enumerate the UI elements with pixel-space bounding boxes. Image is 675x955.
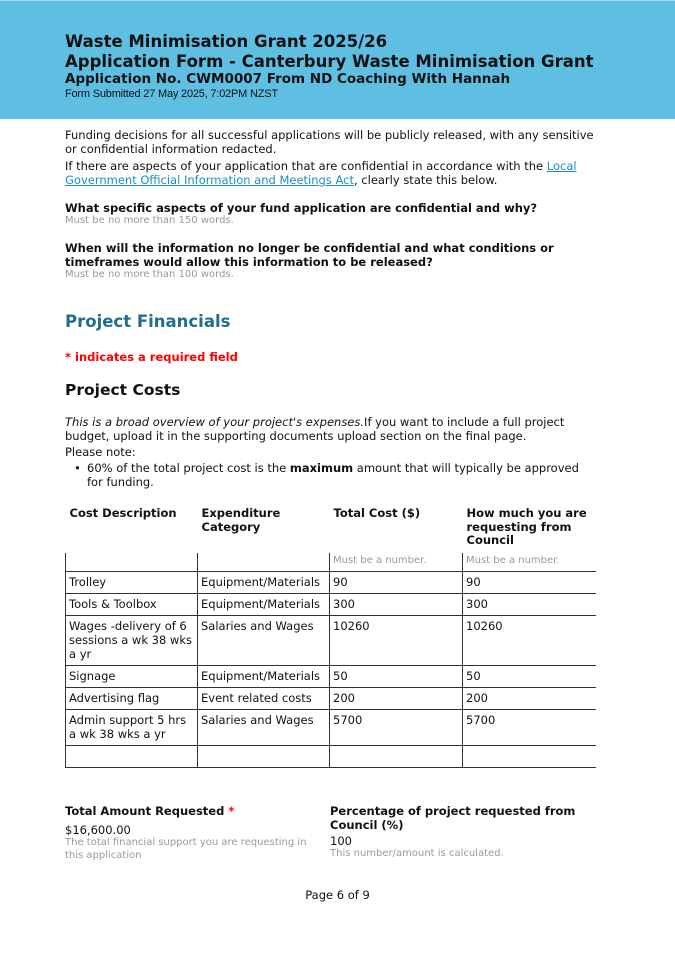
cell-total-cost: 10260: [330, 615, 463, 665]
cell-category: Salaries and Wages: [198, 615, 330, 665]
col-cost-description: Cost Description: [69, 506, 177, 520]
percentage-field: [330, 804, 595, 861]
total-cost-hint: Must be a number.: [330, 553, 463, 572]
cell-total-cost: 300: [330, 593, 463, 615]
cell-description: [66, 745, 198, 767]
confidential-suffix: , clearly state this below.: [353, 173, 498, 187]
table-row: [66, 709, 596, 745]
cell-total-cost: 200: [330, 687, 463, 709]
table-row: [66, 593, 596, 615]
cell-description: Wages -delivery of 6 sessions a wk 38 wks a yr: [66, 615, 198, 665]
percentage-hint: This number/amount is calculated.: [330, 848, 504, 859]
requested-amount-hint: Must be a number.: [463, 553, 596, 572]
required-star-icon: *: [228, 804, 235, 818]
cell-description: Tools & Toolbox: [66, 593, 198, 615]
cell-requested: 50: [463, 665, 596, 687]
note-suffix: amount that will typically be approved for funding.: [87, 461, 579, 489]
application-number: Application No. CWM0007 From ND Coaching With Hannah: [65, 71, 511, 87]
cell-category: Equipment/Materials: [198, 571, 330, 593]
percentage-value: 100: [330, 834, 352, 848]
cell-total-cost: 5700: [330, 709, 463, 745]
cell-category: Equipment/Materials: [198, 665, 330, 687]
total-amount-value: $16,600.00: [65, 823, 131, 837]
submitted-timestamp: Form Submitted 27 May 2025, 7:02PM NZST: [65, 88, 278, 100]
question-confidential-aspects-hint: Must be no more than 150 words.: [65, 215, 234, 226]
hint-cell: [198, 553, 330, 572]
cell-category: Salaries and Wages: [198, 709, 330, 745]
question-release-conditions: When will the information no longer be confidential and what conditions or timeframes would allow this information to be released?: [65, 241, 554, 269]
note-list: [65, 461, 595, 489]
note-bold: maximum: [289, 461, 354, 475]
form-name: Application Form - Canterbury Waste Minimisation Grant: [65, 52, 594, 71]
question-release-conditions-hint: Must be no more than 100 words.: [65, 269, 234, 280]
required-field-note: * indicates a required field: [65, 350, 238, 364]
please-note: Please note:: [65, 445, 136, 459]
col-requested-amount: How much you are requesting from Council: [466, 506, 587, 547]
total-amount-field: [65, 804, 320, 862]
lgoima-link[interactable]: Local Government Official Information and Meetings Act: [65, 159, 577, 187]
cell-total-cost: [330, 745, 463, 767]
project-costs-table: [65, 507, 596, 768]
cell-total-cost: 90: [330, 571, 463, 593]
table-row: [66, 571, 596, 593]
cell-category: [198, 745, 330, 767]
cell-requested: 90: [463, 571, 596, 593]
cell-category: Event related costs: [198, 687, 330, 709]
cell-requested: [463, 745, 596, 767]
cell-requested: 5700: [463, 709, 596, 745]
subsection-title: Project Costs: [65, 381, 181, 399]
note-prefix: 60% of the total project cost is the: [87, 461, 290, 475]
cell-description: Trolley: [66, 571, 198, 593]
total-amount-label-text: Total Amount Requested: [65, 804, 225, 818]
hint-cell: [66, 553, 198, 572]
table-row: [66, 615, 596, 665]
page-header: [0, 0, 675, 119]
cell-description: Admin support 5 hrs a wk 38 wks a yr: [66, 709, 198, 745]
cell-requested: 200: [463, 687, 596, 709]
cell-description: Advertising flag: [66, 687, 198, 709]
bullet-icon: •: [74, 461, 81, 475]
col-total-cost: Total Cost ($): [333, 506, 421, 520]
percentage-label: Percentage of project requested from Council (%): [330, 804, 576, 832]
grant-title: Waste Minimisation Grant 2025/26: [65, 32, 388, 51]
col-expenditure-category: Expenditure Category: [201, 506, 281, 534]
total-amount-label: [65, 804, 320, 818]
cell-requested: 300: [463, 593, 596, 615]
note-item: [74, 461, 595, 489]
cell-category: Equipment/Materials: [198, 593, 330, 615]
table-hint-row: [66, 553, 596, 572]
table-row: [66, 665, 596, 687]
page-number: Page 6 of 9: [305, 888, 370, 902]
confidential-prefix: If there are aspects of your application that are confidential in accordance with the: [65, 159, 547, 173]
cell-total-cost: 50: [330, 665, 463, 687]
table-header-row: [66, 507, 596, 553]
cell-description: Signage: [66, 665, 198, 687]
table-row-empty: [66, 745, 596, 767]
costs-overview: [65, 415, 595, 443]
funding-decision-text: Funding decisions for all successful applications will be publicly released, with any sensitive or confidential information redacted.: [65, 128, 594, 156]
section-title: Project Financials: [65, 312, 231, 331]
form-content: [65, 126, 595, 768]
question-confidential-aspects: What specific aspects of your fund application are confidential and why?: [65, 201, 538, 215]
overview-rest: If you want to include a full project budget, upload it in the supporting documents upload section on the final page.: [65, 415, 565, 443]
total-amount-hint: The total financial support you are requesting in this application: [65, 837, 307, 861]
overview-italic: This is a broad overview of your project's expenses.: [65, 415, 365, 429]
cell-requested: 10260: [463, 615, 596, 665]
confidential-instructions: [65, 159, 595, 187]
table-row: [66, 687, 596, 709]
